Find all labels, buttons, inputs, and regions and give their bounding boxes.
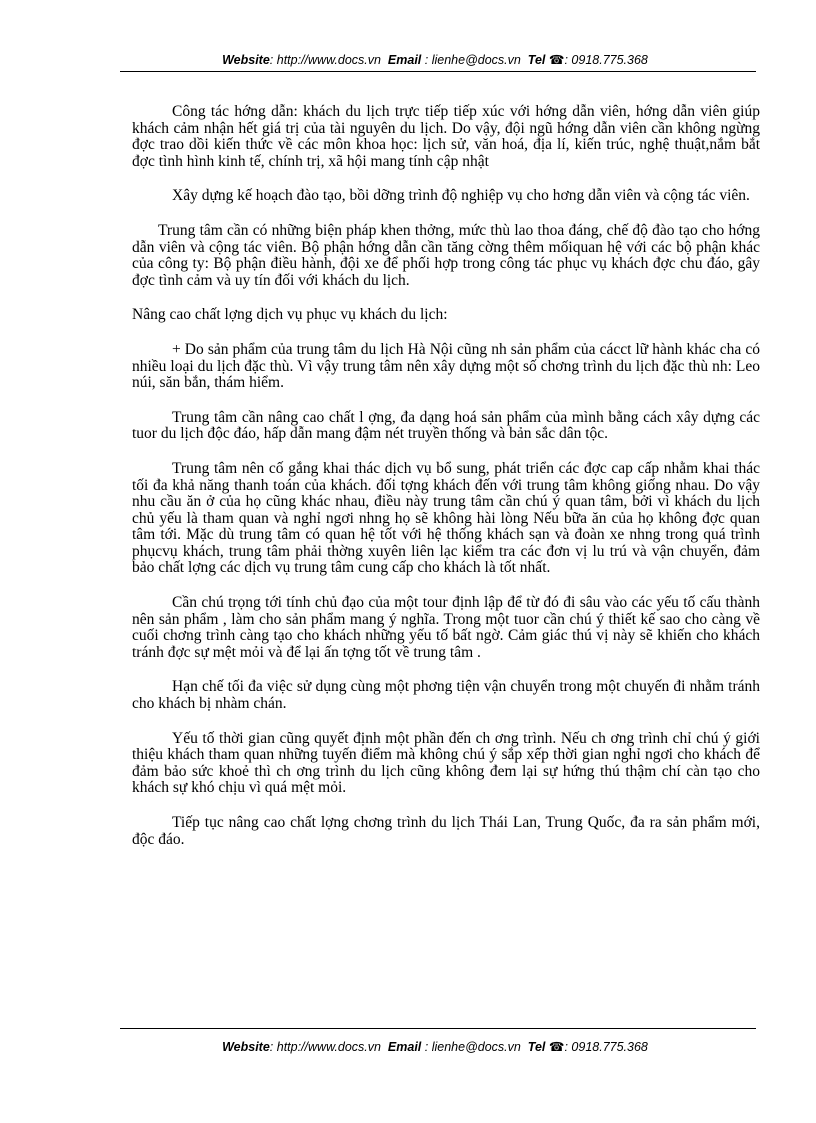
header-website-label: Website — [222, 53, 270, 67]
header-divider — [120, 71, 756, 72]
paragraph-3: Trung tâm cần có những biện pháp khen thởng, mức thù lao thoa đáng, chế độ đào tạo cho hớng dẫn viên và cộng tác viên. Bộ phận hớng dẫn cần tăng cờng thêm mốiquan hệ với các bộ phận khác của công ty: Bộ phận điều hành, đội xe để phối hợp trong công tác phục vụ khách đợc chu đáo, gây đợc tình cảm và uy tín đối với khách du lịch. — [132, 221, 760, 289]
paragraph-5: + Do sản phẩm của trung tâm du lịch Hà Nội cũng nh sản phẩm của cácct lữ hành khác cha có nhiều loại du lịch đặc thù. Vì vậy trung tâm nên xây dựng một số chơng trình du lịch đặc thù nh: Leo núi, săn bắn, thám hiểm. — [132, 340, 760, 392]
paragraph-6: Trung tâm cần nâng cao chất l ợng, đa dạng hoá sản phẩm của mình bằng cách xây dựng các tuor du lịch độc đáo, hấp dẫn mang đậm nét truyền thống và bản sắc dân tộc. — [132, 408, 760, 443]
paragraph-7: Trung tâm nên cố gắng khai thác dịch vụ bổ sung, phát triển các đợc cap cấp nhằm khai thác tối đa khả năng thanh toán của khách. đối tợng khách đến với trung tâm không giống nhau. Do vậy nhu cầu ăn ở của họ cũng khác nhau, điều này trung tâm cần chú ý quan tâm, bởi vì khách du lịch chủ yếu là tham quan và nghỉ ngơi nhng họ sẽ không hài lòng Nếu bữa ăn của họ không đợc quan tâm tới. Mặc dù trung tâm có quan hệ tốt với hệ thống khách sạn và đoàn xe nhng trong quá trình phụcvụ khách, trung tâm phải thờng xuyên liên lạc kiểm tra các đơn vị lu trú và vận chuyển, đảm bảo chất lợng các dịch vụ trung tâm cung cấp cho khách là tốt nhất. — [132, 459, 760, 577]
header-email-value[interactable]: : lienhe@docs.vn — [424, 53, 521, 67]
paragraph-2: Xây dựng kế hoạch đào tạo, bồi dỡng trình độ nghiệp vụ cho hơng dẫn viên và cộng tác viên. — [172, 187, 750, 205]
phone-icon: ☎ — [548, 1040, 565, 1054]
page-header — [120, 52, 750, 67]
paragraph-9: Hạn chế tối đa việc sử dụng cùng một phơng tiện vận chuyển trong một chuyến đi nhằm tránh cho khách bị nhàm chán. — [132, 678, 760, 713]
footer-tel-label: Tel — [527, 1040, 546, 1054]
footer-email-value[interactable]: : lienhe@docs.vn — [424, 1040, 521, 1054]
phone-icon: ☎ — [548, 53, 565, 67]
paragraph-8: Cần chú trọng tới tính chủ đạo của một tour định lập để từ đó đi sâu vào các yếu tố cấu thành nên sản phẩm , làm cho sản phẩm mang ý nghĩa. Trong một tuor cần chú ý thiết kế sao cho càng về cuối chơng trình càng tạo cho khách những yếu tố bất ngờ. Cảm giác thú vị này sẽ khiến cho khách tránh đợc sự mệt mỏi và để lại ấn tợng tốt về trung tâm . — [132, 594, 760, 661]
document-body — [132, 104, 760, 866]
header-website-value[interactable]: : http://www.docs.vn — [269, 53, 381, 67]
page-footer — [120, 1039, 750, 1054]
header-tel-label: Tel — [527, 53, 546, 67]
footer-website-label: Website — [222, 1040, 270, 1054]
paragraph-10: Yếu tố thời gian cũng quyết định một phần đến ch ơng trình. Nếu ch ơng trình chỉ chú ý giới thiệu khách tham quan những tuyến điểm mà không chú ý sắp xếp thời gian nghỉ ngơi cho khách để đảm bảo sức khoẻ thì ch ơng trình du lịch cũng không đem lại sự hứng thú thậm chí càn tạo cho khách sự khó chịu vì quá mệt mỏi. — [132, 729, 760, 797]
header-email-label: Email — [387, 53, 422, 67]
paragraph-1: Công tác hớng dẫn: khách du lịch trực tiếp tiếp xúc với hớng dẫn viên, hớng dẫn viên giúp khách cảm nhận hết giá trị của tài nguyên du lịch. Do vậy, đội ngũ hớng dẫn viên cần không ngừng đợc trao dồi kiến thức về các môn khoa học: lịch sử, văn hoá, địa lí, kiến trúc, nghệ thuật,nắm bắt đợc tình hình kinh tế, chính trị, xã hội mang tính cập nhật — [132, 103, 760, 170]
footer-website-value[interactable]: : http://www.docs.vn — [269, 1040, 381, 1054]
paragraph-11: Tiếp tục nâng cao chất lợng chơng trình du lịch Thái Lan, Trung Quốc, đa ra sản phẩm mới, độc đáo. — [132, 814, 760, 848]
footer-tel-value: : 0918.775.368 — [564, 1040, 648, 1054]
footer-email-label: Email — [387, 1040, 422, 1054]
header-tel-value: : 0918.775.368 — [564, 53, 648, 67]
footer-divider — [120, 1028, 756, 1029]
paragraph-4: Nâng cao chất lợng dịch vụ phục vụ khách du lịch: — [132, 306, 448, 324]
